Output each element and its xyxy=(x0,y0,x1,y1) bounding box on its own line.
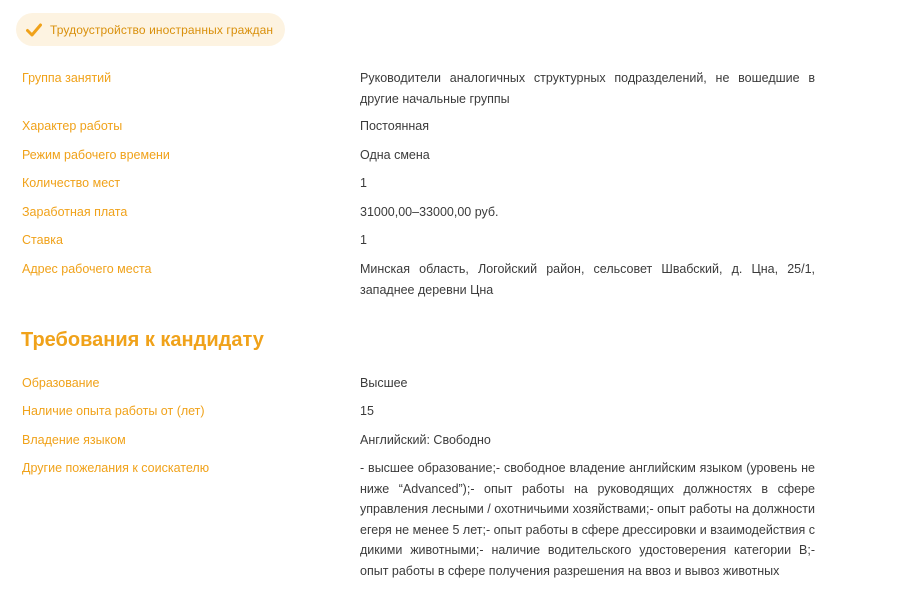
detail-value: 1 xyxy=(360,176,367,190)
detail-label: Ставка xyxy=(22,233,63,247)
requirement-value: Высшее xyxy=(360,376,408,390)
detail-value: Постоянная xyxy=(360,119,430,133)
requirement-value: - высшее образование;- свободное владение английским языком (уровень не ниже “Advanced”);- опыт работы на руководящих должностях в сфере управления лесными / охотничьими хозяйствами;- опыт работы на должности егеря не менее 5 лет;- опыт работы в сфере дрессировки и взаимодействия с дикими животными;- наличие водительского удостоверения категории B;- опыт работы в сфере получения разрешения на ввоз и вывоз животных xyxy=(360,461,815,578)
detail-value: Минская область, Логойский район, сельсовет Швабский, д. Цна, 25/1, западнее деревни Цна xyxy=(360,262,815,297)
category-badge[interactable] xyxy=(16,13,285,46)
detail-label: Адрес рабочего места xyxy=(22,262,152,276)
detail-label: Группа занятий xyxy=(22,71,112,85)
check-icon xyxy=(26,23,42,37)
detail-label: Заработная плата xyxy=(22,205,128,219)
requirement-value: 15 xyxy=(360,404,374,418)
detail-value: Одна смена xyxy=(360,148,430,162)
category-badge-label: Трудоустройство иностранных граждан xyxy=(50,22,274,37)
detail-value: 31000,00–33000,00 руб. xyxy=(360,205,499,219)
requirement-label: Образование xyxy=(22,376,100,390)
requirement-value: Английский: Свободно xyxy=(360,433,491,447)
requirement-label: Владение языком xyxy=(22,433,126,447)
detail-label: Количество мест xyxy=(22,176,121,190)
detail-value: 1 xyxy=(360,233,367,247)
requirement-label: Наличие опыта работы от (лет) xyxy=(22,404,205,418)
requirement-label: Другие пожелания к соискателю xyxy=(22,461,210,475)
detail-label: Режим рабочего времени xyxy=(22,148,170,162)
detail-label: Характер работы xyxy=(22,119,123,133)
detail-value: Руководители аналогичных структурных подразделений, не вошедшие в другие начальные группы xyxy=(360,71,815,106)
requirements-title: Требования к кандидату xyxy=(21,329,264,351)
